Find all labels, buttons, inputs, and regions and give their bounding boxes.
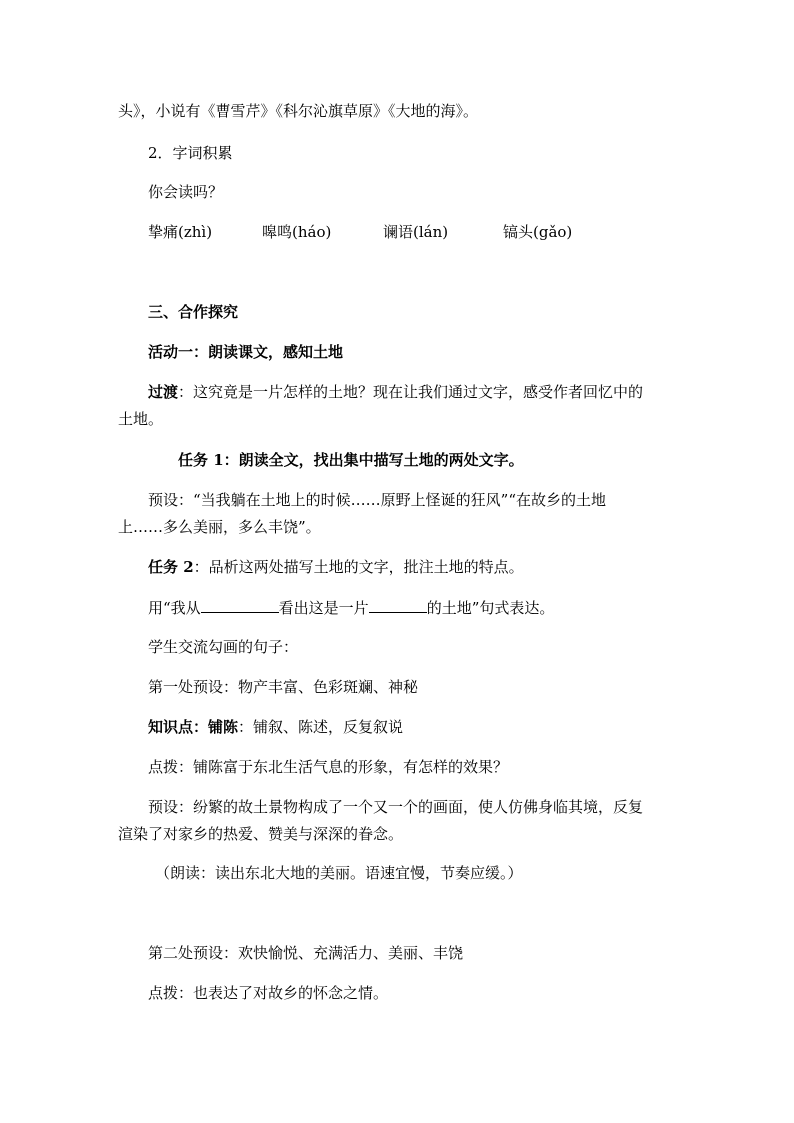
task-one: 任务 1：朗读全文，找出集中描写土地的两处文字。 <box>178 451 524 469</box>
pinyin-item: 谰语(lán) <box>383 223 449 241</box>
guide-one: 点拨：铺陈富于东北生活气息的形象，有怎样的效果？ <box>148 758 509 776</box>
preset-one-line-2: 上……多么美丽，多么丰饶”。 <box>118 518 321 536</box>
preset-one-line-1: 预设：“当我躺在土地上的时候……原野上怪诞的狂风”“在故乡的土地 <box>148 491 607 509</box>
first-preset: 第一处预设：物产丰富、色彩斑斓、神秘 <box>148 678 419 696</box>
knowledge-label: 知识点：铺陈 <box>148 718 239 736</box>
pinyin-item: 嗥鸣(háo) <box>262 223 332 241</box>
guide-two: 点拨：也表达了对故乡的怀念之情。 <box>148 984 389 1002</box>
pattern-part-a: 用“我从 <box>148 599 201 617</box>
sentence-pattern-line <box>148 597 554 618</box>
student-exchange: 学生交流勾画的句子： <box>148 638 299 656</box>
paragraph-works-list: 头》，小说有《曹雪芹》《科尔沁旗草原》《大地的海》。 <box>118 102 479 120</box>
transition-line-1 <box>148 382 643 402</box>
preset-two-line-2: 渲染了对家乡的热爱、赞美与深深的眷念。 <box>118 825 404 843</box>
task-two-text: ：品析这两处描写土地的文字，批注土地的特点。 <box>193 558 524 576</box>
pattern-part-b: 看出这是一片 <box>278 599 369 617</box>
pattern-part-c: 的土地”句式表达。 <box>426 599 555 617</box>
transition-label: 过渡 <box>148 383 179 401</box>
preset-two-line-1: 预设：纷繁的故土景物构成了一个又一个的画面，使人仿佛身临其境，反复 <box>148 798 644 816</box>
transition-text: ：这究竟是一片怎样的土地？现在让我们通过文字，感受作者回忆中的 <box>178 383 644 401</box>
heading-vocab: 2．字词积累 <box>148 144 233 162</box>
pinyin-item: 挚痛(zhì) <box>148 223 213 241</box>
knowledge-point <box>148 717 403 737</box>
blank-line <box>201 597 279 613</box>
second-preset: 第二处预设：欢快愉悦、充满活力、美丽、丰饶 <box>148 944 464 962</box>
section-heading-cooperative-inquiry: 三、合作探究 <box>148 303 239 321</box>
reading-note: （朗读：读出东北大地的美丽。语速宜慢，节奏应缓。） <box>155 864 523 882</box>
blank-line <box>369 597 427 613</box>
question-can-you-read: 你会读吗？ <box>148 183 224 201</box>
pinyin-row <box>0 222 794 242</box>
pinyin-item: 镐头(gǎo) <box>503 223 573 241</box>
knowledge-text: ：铺叙、陈述，反复叙说 <box>238 718 404 736</box>
task-two <box>148 557 524 577</box>
activity-one-title: 活动一：朗读课文，感知土地 <box>148 343 344 361</box>
transition-line-2: 土地。 <box>118 410 164 428</box>
task-two-label: 任务 2 <box>148 558 194 576</box>
